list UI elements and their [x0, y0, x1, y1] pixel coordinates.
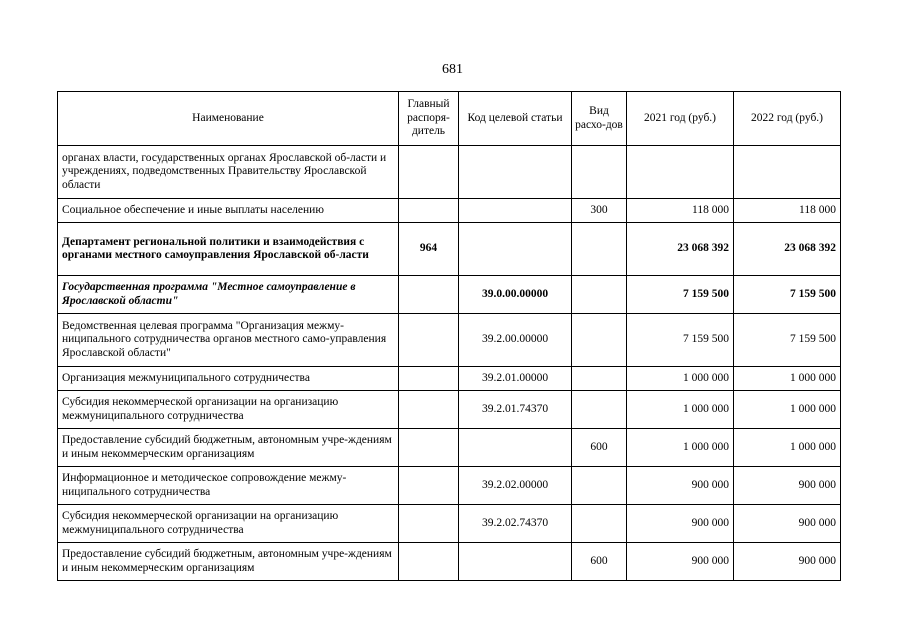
table-header-row — [58, 92, 841, 146]
cell-admin — [399, 391, 459, 429]
header-expense-type: Вид расхо-дов — [572, 92, 627, 146]
cell-2022: 118 000 — [734, 199, 841, 223]
cell-code: 39.2.02.74370 — [459, 505, 572, 543]
cell-code: 39.0.00.00000 — [459, 276, 572, 314]
cell-admin — [399, 146, 459, 199]
cell-2021: 1 000 000 — [627, 391, 734, 429]
cell-2022: 900 000 — [734, 467, 841, 505]
cell-expense-type — [572, 391, 627, 429]
cell-expense-type: 600 — [572, 429, 627, 467]
header-name: Наименование — [58, 92, 399, 146]
cell-2021: 900 000 — [627, 505, 734, 543]
cell-admin — [399, 543, 459, 581]
table-row — [58, 543, 841, 581]
cell-code — [459, 223, 572, 276]
cell-code — [459, 199, 572, 223]
cell-code: 39.2.01.74370 — [459, 391, 572, 429]
table-row — [58, 391, 841, 429]
cell-2022: 1 000 000 — [734, 429, 841, 467]
cell-admin — [399, 199, 459, 223]
cell-name: Ведомственная целевая программа "Организация межму-ниципального сотрудничества органов местного само-управления Ярославской области" — [58, 314, 399, 367]
header-2021: 2021 год (руб.) — [627, 92, 734, 146]
cell-code: 39.2.01.00000 — [459, 367, 572, 391]
cell-2022: 7 159 500 — [734, 276, 841, 314]
cell-admin — [399, 367, 459, 391]
cell-admin: 964 — [399, 223, 459, 276]
cell-2022: 900 000 — [734, 543, 841, 581]
table-row — [58, 199, 841, 223]
cell-code: 39.2.00.00000 — [459, 314, 572, 367]
cell-expense-type — [572, 146, 627, 199]
cell-name: Предоставление субсидий бюджетным, автономным учре-ждениям и иным некоммерческим организациям — [58, 543, 399, 581]
header-2022: 2022 год (руб.) — [734, 92, 841, 146]
cell-expense-type — [572, 367, 627, 391]
table-row — [58, 314, 841, 367]
cell-2022 — [734, 146, 841, 199]
header-admin: Главный распоря-дитель — [399, 92, 459, 146]
cell-2021: 1 000 000 — [627, 429, 734, 467]
cell-name: Организация межмуниципального сотрудничества — [58, 367, 399, 391]
cell-2021: 118 000 — [627, 199, 734, 223]
cell-admin — [399, 276, 459, 314]
table-row — [58, 505, 841, 543]
cell-expense-type — [572, 314, 627, 367]
cell-name: Департамент региональной политики и взаимодействия с органами местного самоуправления Ярославской об-ласти — [58, 223, 399, 276]
cell-name: Социальное обеспечение и иные выплаты населению — [58, 199, 399, 223]
cell-expense-type — [572, 223, 627, 276]
table-row — [58, 276, 841, 314]
cell-2021: 900 000 — [627, 543, 734, 581]
cell-expense-type — [572, 467, 627, 505]
cell-code — [459, 429, 572, 467]
cell-2022: 23 068 392 — [734, 223, 841, 276]
table-row — [58, 146, 841, 199]
table-row — [58, 467, 841, 505]
cell-2021: 7 159 500 — [627, 276, 734, 314]
cell-admin — [399, 314, 459, 367]
table-row — [58, 429, 841, 467]
table-row — [58, 223, 841, 276]
cell-code — [459, 543, 572, 581]
table-row — [58, 367, 841, 391]
cell-expense-type: 300 — [572, 199, 627, 223]
cell-2021: 23 068 392 — [627, 223, 734, 276]
cell-2022: 1 000 000 — [734, 367, 841, 391]
cell-name: Субсидия некоммерческой организации на организацию межмуниципального сотрудничества — [58, 391, 399, 429]
budget-table — [57, 91, 841, 581]
cell-admin — [399, 467, 459, 505]
cell-2022: 7 159 500 — [734, 314, 841, 367]
cell-expense-type: 600 — [572, 543, 627, 581]
header-code: Код целевой статьи — [459, 92, 572, 146]
cell-2022: 1 000 000 — [734, 391, 841, 429]
cell-2021: 1 000 000 — [627, 367, 734, 391]
cell-2021: 900 000 — [627, 467, 734, 505]
cell-expense-type — [572, 276, 627, 314]
cell-expense-type — [572, 505, 627, 543]
cell-admin — [399, 429, 459, 467]
cell-name: Предоставление субсидий бюджетным, автономным учре-ждениям и иным некоммерческим организациям — [58, 429, 399, 467]
cell-2022: 900 000 — [734, 505, 841, 543]
page-number: 681 — [442, 62, 463, 77]
cell-name: органах власти, государственных органах Ярославской об-ласти и учреждениях, подведомственных Правительству Ярославской области — [58, 146, 399, 199]
cell-code: 39.2.02.00000 — [459, 467, 572, 505]
cell-name: Государственная программа "Местное самоуправление в Ярославской области" — [58, 276, 399, 314]
cell-2021: 7 159 500 — [627, 314, 734, 367]
cell-2021 — [627, 146, 734, 199]
cell-name: Субсидия некоммерческой организации на организацию межмуниципального сотрудничества — [58, 505, 399, 543]
cell-name: Информационное и методическое сопровождение межму-ниципального сотрудничества — [58, 467, 399, 505]
cell-admin — [399, 505, 459, 543]
cell-code — [459, 146, 572, 199]
